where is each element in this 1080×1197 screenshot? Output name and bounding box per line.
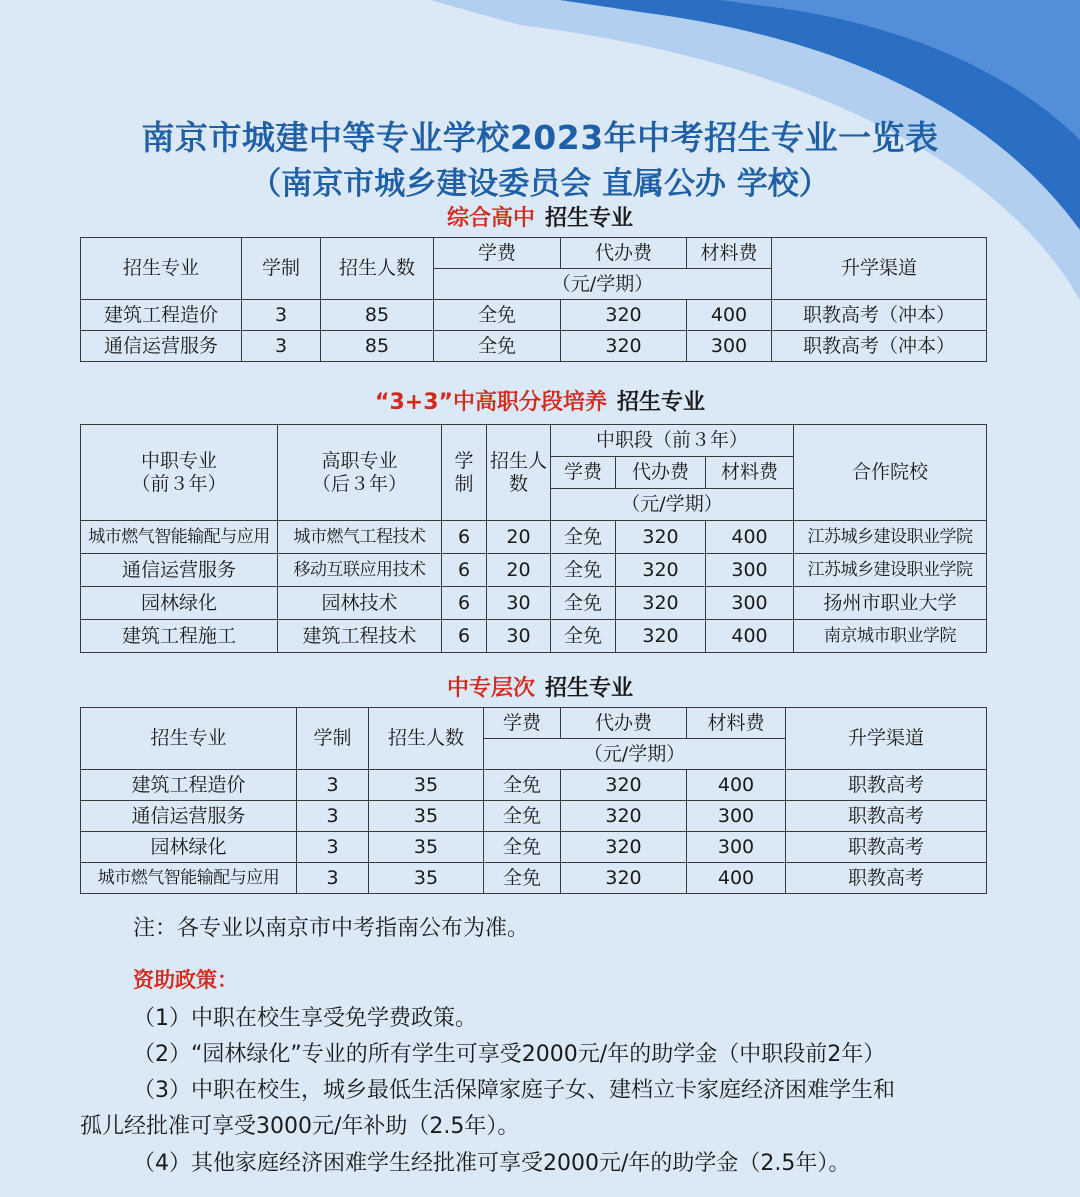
cell-agency-fee: 320	[561, 770, 687, 801]
header-gaozhi-line2: （后３年）	[311, 472, 407, 495]
cell-tuition: 全免	[551, 620, 616, 653]
section-title-suffix: 招生专业	[545, 206, 634, 231]
cell-tuition: 全免	[484, 863, 561, 894]
header-partner: 合作院校	[794, 425, 987, 521]
header-tuition: 学费	[551, 457, 616, 489]
cell-partner: 江苏城乡建设职业学院	[794, 554, 987, 587]
table-row	[81, 801, 987, 832]
table-3plus3	[80, 424, 987, 653]
header-agency-fee: 代办费	[561, 238, 687, 269]
header-years-line2: 制	[454, 472, 474, 495]
note-text: 注：各专业以南京市中考指南公布为准。	[133, 916, 530, 941]
cell-enroll: 35	[369, 801, 484, 832]
cell-tuition: 全免	[551, 587, 616, 620]
page-title: 南京市城建中等专业学校2023年中考招生专业一览表	[141, 118, 939, 157]
cell-gaozhi: 城市燃气工程技术	[278, 521, 442, 554]
cell-pathway: 职教高考	[786, 863, 987, 894]
cell-partner: 扬州市职业大学	[794, 587, 987, 620]
section-title-suffix: 招生专业	[616, 390, 705, 415]
cell-enroll: 20	[487, 521, 551, 554]
cell-enroll: 30	[487, 620, 551, 653]
header-major: 招生专业	[81, 708, 297, 770]
header-tuition: 学费	[434, 238, 561, 269]
policy-item: （3）中职在校生，城乡最低生活保障家庭子女、建档立卡家庭经济困难学生和	[133, 1078, 895, 1103]
table-row	[81, 331, 987, 362]
cell-gaozhi: 园林技术	[278, 587, 442, 620]
section-title-suffix: 招生专业	[545, 676, 634, 701]
section-title-highlight: 中专层次	[446, 676, 535, 701]
cell-enroll: 85	[321, 331, 434, 362]
cell-enroll: 35	[369, 832, 484, 863]
cell-enroll: 20	[487, 554, 551, 587]
cell-pathway: 职教高考（冲本）	[772, 331, 987, 362]
cell-tuition: 全免	[434, 300, 561, 331]
header-enroll-line1: 招生人	[489, 449, 547, 472]
cell-agency-fee: 320	[561, 300, 687, 331]
cell-enroll: 35	[369, 863, 484, 894]
cell-material-fee: 400	[687, 770, 786, 801]
cell-partner: 南京城市职业学院	[794, 620, 987, 653]
header-pathway: 升学渠道	[772, 238, 987, 300]
cell-material-fee: 400	[706, 620, 794, 653]
header-unit: （元/学期）	[551, 489, 794, 521]
cell-years: 3	[297, 832, 369, 863]
table-row	[81, 300, 987, 331]
cell-years: 3	[297, 770, 369, 801]
section-title-3plus3	[0, 385, 1080, 416]
section-title-secondary	[0, 671, 1080, 702]
cell-gaozhi: 建筑工程技术	[278, 620, 442, 653]
section-title-highlight: 综合高中	[446, 206, 535, 231]
cell-tuition: 全免	[484, 801, 561, 832]
header-unit: （元/学期）	[434, 269, 772, 300]
cell-years: 3	[242, 331, 321, 362]
header-zhongzhi-major	[81, 425, 278, 521]
table-row	[81, 832, 987, 863]
header-pathway: 升学渠道	[786, 708, 987, 770]
cell-years: 6	[442, 587, 487, 620]
policy-item-continuation: 孤儿经批准可享受3000元/年补助（2.5年）。	[80, 1114, 520, 1139]
cell-major: 建筑工程造价	[81, 300, 242, 331]
cell-years: 6	[442, 620, 487, 653]
cell-material-fee: 300	[687, 832, 786, 863]
cell-major: 通信运营服务	[81, 331, 242, 362]
cell-tuition: 全免	[551, 554, 616, 587]
table-row	[81, 620, 987, 653]
cell-zhongzhi: 城市燃气智能输配与应用	[81, 521, 278, 554]
table-row	[81, 554, 987, 587]
cell-material-fee: 400	[687, 300, 772, 331]
header-major: 招生专业	[81, 238, 242, 300]
header-years	[442, 425, 487, 521]
cell-years: 3	[297, 863, 369, 894]
header-enroll: 招生人数	[321, 238, 434, 300]
cell-years: 6	[442, 521, 487, 554]
cell-zhongzhi: 建筑工程施工	[81, 620, 278, 653]
policy-item: （4）其他家庭经济困难学生经批准可享受2000元/年的助学金（2.5年）。	[133, 1151, 851, 1176]
header-unit: （元/学期）	[484, 739, 786, 770]
cell-enroll: 30	[487, 587, 551, 620]
cell-pathway: 职教高考	[786, 801, 987, 832]
header-gaozhi-major	[278, 425, 442, 521]
table-row	[81, 521, 987, 554]
cell-zhongzhi: 通信运营服务	[81, 554, 278, 587]
cell-agency-fee: 320	[616, 620, 706, 653]
cell-agency-fee: 320	[616, 521, 706, 554]
header-years: 学制	[297, 708, 369, 770]
cell-enroll: 35	[369, 770, 484, 801]
header-tuition: 学费	[484, 708, 561, 739]
cell-tuition: 全免	[551, 521, 616, 554]
cell-agency-fee: 320	[616, 587, 706, 620]
cell-major: 建筑工程造价	[81, 770, 297, 801]
header-stage: 中职段（前３年）	[551, 425, 794, 457]
table-comprehensive-high	[80, 237, 987, 362]
table-row	[81, 770, 987, 801]
header-agency-fee: 代办费	[616, 457, 706, 489]
cell-agency-fee: 320	[561, 863, 687, 894]
cell-material-fee: 400	[687, 863, 786, 894]
header-years-line1: 学	[454, 449, 474, 472]
policy-item: （2）“园林绿化”专业的所有学生可享受2000元/年的助学金（中职段前2年）	[133, 1042, 886, 1067]
header-enroll-line2: 数	[508, 472, 528, 495]
cell-gaozhi: 移动互联应用技术	[278, 554, 442, 587]
header-gaozhi-line1: 高职专业	[321, 449, 398, 472]
cell-tuition: 全免	[434, 331, 561, 362]
header-zhongzhi-line2: （前３年）	[131, 472, 227, 495]
cell-years: 3	[297, 801, 369, 832]
cell-agency-fee: 320	[616, 554, 706, 587]
cell-major: 园林绿化	[81, 832, 297, 863]
header-material-fee: 材料费	[706, 457, 794, 489]
section-title-comprehensive	[0, 201, 1080, 232]
cell-agency-fee: 320	[561, 801, 687, 832]
header-zhongzhi-line1: 中职专业	[140, 449, 217, 472]
cell-tuition: 全免	[484, 770, 561, 801]
cell-major: 通信运营服务	[81, 801, 297, 832]
cell-major: 城市燃气智能输配与应用	[81, 863, 297, 894]
header-material-fee: 材料费	[687, 238, 772, 269]
cell-pathway: 职教高考	[786, 770, 987, 801]
cell-material-fee: 300	[706, 587, 794, 620]
cell-agency-fee: 320	[561, 331, 687, 362]
policy-heading: 资助政策：	[133, 968, 238, 992]
cell-partner: 江苏城乡建设职业学院	[794, 521, 987, 554]
cell-years: 6	[442, 554, 487, 587]
table-row	[81, 863, 987, 894]
cell-enroll: 85	[321, 300, 434, 331]
policy-item: （1）中职在校生享受免学费政策。	[133, 1006, 477, 1031]
header-agency-fee: 代办费	[561, 708, 687, 739]
cell-material-fee: 300	[706, 554, 794, 587]
cell-zhongzhi: 园林绿化	[81, 587, 278, 620]
cell-material-fee: 300	[687, 331, 772, 362]
table-secondary-level	[80, 707, 987, 894]
cell-material-fee: 300	[687, 801, 786, 832]
cell-material-fee: 400	[706, 521, 794, 554]
header-material-fee: 材料费	[687, 708, 786, 739]
header-years: 学制	[242, 238, 321, 300]
header-enroll: 招生人数	[369, 708, 484, 770]
cell-pathway: 职教高考	[786, 832, 987, 863]
header-enroll	[487, 425, 551, 521]
cell-years: 3	[242, 300, 321, 331]
cell-tuition: 全免	[484, 832, 561, 863]
cell-pathway: 职教高考（冲本）	[772, 300, 987, 331]
section-title-highlight: “3+3”中高职分段培养	[375, 390, 607, 415]
table-row	[81, 587, 987, 620]
cell-agency-fee: 320	[561, 832, 687, 863]
page-subtitle: （南京市城乡建设委员会 直属公办 学校）	[250, 166, 830, 202]
